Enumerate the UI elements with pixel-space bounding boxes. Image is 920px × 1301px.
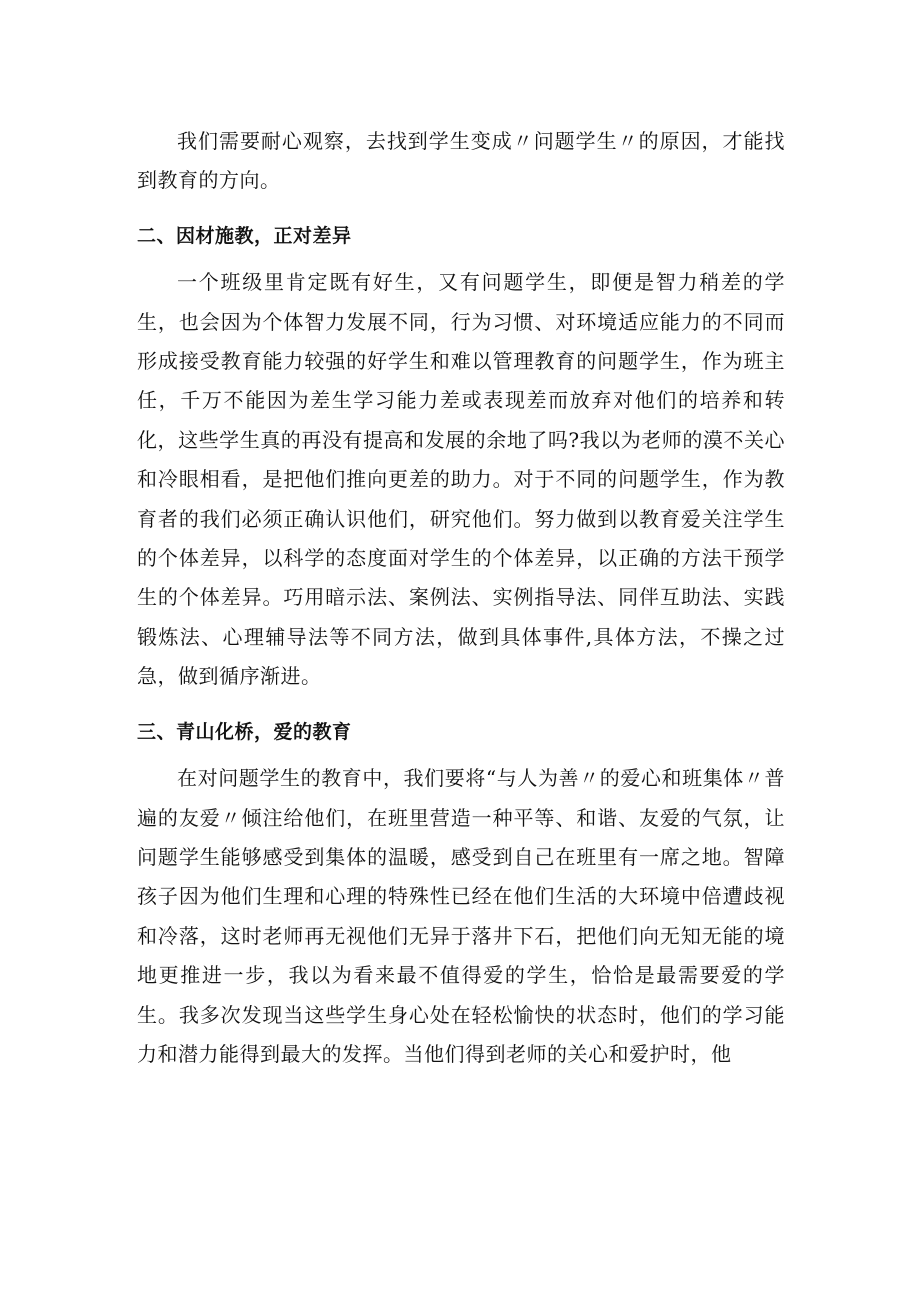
paragraph-section-2: 一个班级里肯定既有好生，又有问题学生，即便是智力稍差的学生，也会因为个体智力发展不同，行为习惯、对环境适应能力的不同而形成接受教育能力较强的好学生和难以管理教育的问题学生，作为班主任，千万不能因为差生学习能力差或表现差而放弃对他们的培养和转化，这些学生真的再没有提高和发展的余地了吗?我以为老师的漠不关心和冷眼相看，是把他们推向更差的助力。对于不同的问题学生，作为教育者的我们必须正确认识他们，研究他们。努力做到以教育爱关注学生的个体差异，以科学的态度面对学生的个体差异，以正确的方法干预学生的个体差异。巧用暗示法、案例法、实例指导法、同伴互助法、实践锻炼法、心理辅导法等不同方法，做到具体事件,具体方法，不操之过急，做到循序渐进。: [137, 270, 785, 689]
section-heading-3: 三、青山化桥，爱的教育: [137, 720, 352, 743]
document-body: [137, 122, 785, 1074]
section-heading-2: 二、因材施教，正对差异: [137, 224, 352, 247]
paragraph-intro: 我们需要耐心观察，去找到学生变成〃问题学生〃的原因，才能找到教育的方向。: [137, 129, 785, 193]
paragraph-section-3: 在对问题学生的教育中，我们要将“与人为善〃的爱心和班集体〃普遍的友爱〃倾注给他们，在班里营造一种平等、和谐、友爱的气氛，让问题学生能够感受到集体的温暖，感受到自己在班里有一席之地。智障孩子因为他们生理和心理的特殊性已经在他们生活的大环境中倍遭歧视和冷落，这时老师再无视他们无异于落井下石，把他们向无知无能的境地更推进一步，我以为看来最不值得爱的学生，恰恰是最需要爱的学生。我多次发现当这些学生身心处在轻松愉快的状态时，他们的学习能力和潜力能得到最大的发挥。当他们得到老师的关心和爱护时，他: [137, 766, 785, 1066]
